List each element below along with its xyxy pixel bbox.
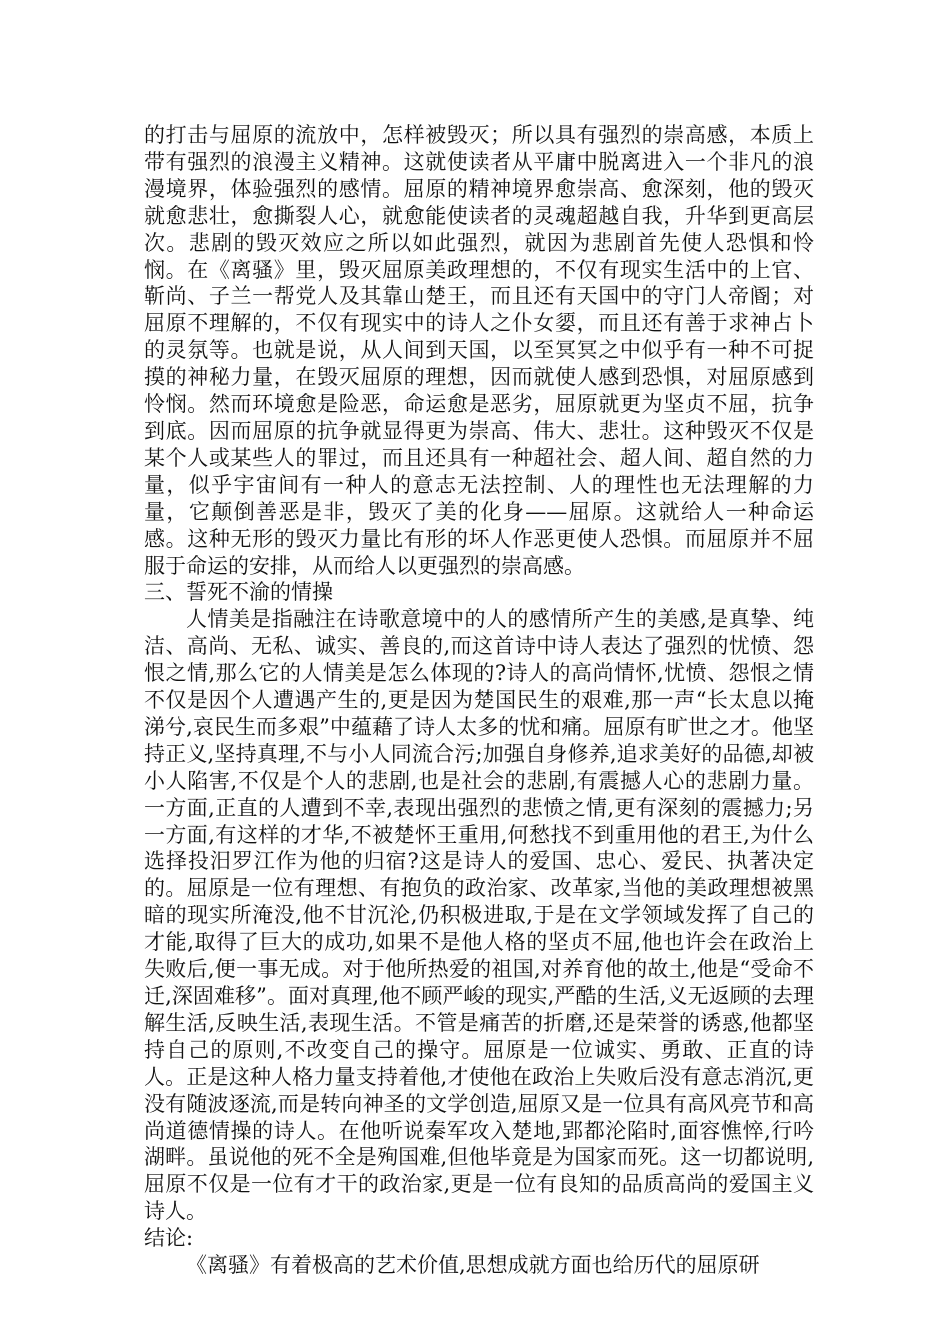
conclusion-heading: 结论:: [144, 1226, 194, 1251]
paragraph-conclusion: 《离骚》有着极高的艺术价值,思想成就方面也给历代的屈原研: [186, 1253, 760, 1278]
paragraph-sentiment: 人情美是指融注在诗歌意境中的人的感情所产生的美感,是真挚、纯洁、高尚、无私、诚实、善良的,而这首诗中诗人表达了强烈的忧愤、怨恨之情,那么它的人情美是怎么体现的?诗人的高尚情怀,忧愤、怨恨之情不仅是因个人遭遇产生的,更是因为楚国民生的艰难,那一声“长太息以掩涕兮,哀民生而多艰”中蕴藉了诗人太多的忧和痛。屈原有旷世之才。他坚持正义,坚持真理,不与小人同流合污;加强自身修养,追求美好的品德,却被小人陷害,不仅是个人的悲剧,也是社会的悲剧,有震撼人心的悲剧力量。一方面,正直的人遭到不幸,表现出强烈的悲愤之情,更有深刻的震撼力;另一方面,有这样的才华,不被楚怀王重用,何愁找不到重用他的君王,为什么选择投汨罗江作为他的归宿?这是诗人的爱国、忠心、爱民、执著决定的。屈原是一位有理想、有抱负的政治家、改革家,当他的美政理想被黑暗的现实所淹没,他不甘沉沦,仍积极进取,于是在文学领域发挥了自己的才能,取得了巨大的成功,如果不是他人格的坚贞不屈,他也许会在政治上失败后,便一事无成。对于他所热爱的祖国,对养育他的故土,他是“受命不迁,深固难移”。面对真理,他不顾严峻的现实,严酷的生活,义无返顾的去理解生活,反映生活,表现生活。不管是痛苦的折磨,还是荣誉的诱惑,他都坚持自己的原则,不改变自己的操守。屈原是一位诚实、勇敢、正直的诗人。正是这种人格力量支持着他,才使他在政治上失败后没有意志消沉,更没有随波逐流,而是转向神圣的文学创造,屈原又是一位具有高风亮节和高尚道德情操的诗人。在他听说秦军攻入楚地,郢都沦陷时,面容憔悴,行吟湖畔。虽说他的死不全是殉国难,但他毕竟是为国家而死。这一切都说明,屈原不仅是一位有才干的政治家,更是一位有良知的品质高尚的爱国主义诗人。: [144, 607, 814, 1224]
paragraph-tragedy: 的打击与屈原的流放中，怎样被毁灭；所以具有强烈的崇高感，本质上带有强烈的浪漫主义精神。这就使读者从平庸中脱离进入一个非凡的浪漫境界，体验强烈的感情。屈原的精神境界愈崇高、愈深刻，他的毁灭就愈悲壮，愈撕裂人心，就愈能使读者的灵魂超越自我，升华到更高层次。悲剧的毁灭效应之所以如此强烈，就因为悲剧首先使人恐惧和怜悯。在《离骚》里，毁灭屈原美政理想的，不仅有现实生活中的上官、靳尚、子兰一帮党人及其靠山楚王，而且还有天国中的守门人帝阍；对屈原不理解的，不仅有现实中的诗人之仆女媭，而且还有善于求神占卜的灵氛等。也就是说，从人间到天国，以至冥冥之中似乎有一种不可捉摸的神秘力量，在毁灭屈原的理想，因而就使人感到恐惧，对屈原感到怜悯。然而环境愈是险恶，命运愈是恶劣，屈原就更为坚贞不屈，抗争到底。因而屈原的抗争就显得更为崇高、伟大、悲壮。这种毁灭不仅是某个人或某些人的罪过，而且还具有一种超社会、超人间、超自然的力量，似乎宇宙间有一种人的意志无法控制、人的理性也无法理解的力量，它颠倒善恶是非，毁灭了美的化身——屈原。这就给人一种命运感。这种无形的毁灭力量比有形的坏人作恶更使人恐惧。而屈原并不屈服于命运的安排，从而给人以更强烈的崇高感。: [144, 123, 814, 578]
section-heading: 三、誓死不渝的情操: [144, 580, 333, 605]
body-text: [144, 122, 814, 1279]
